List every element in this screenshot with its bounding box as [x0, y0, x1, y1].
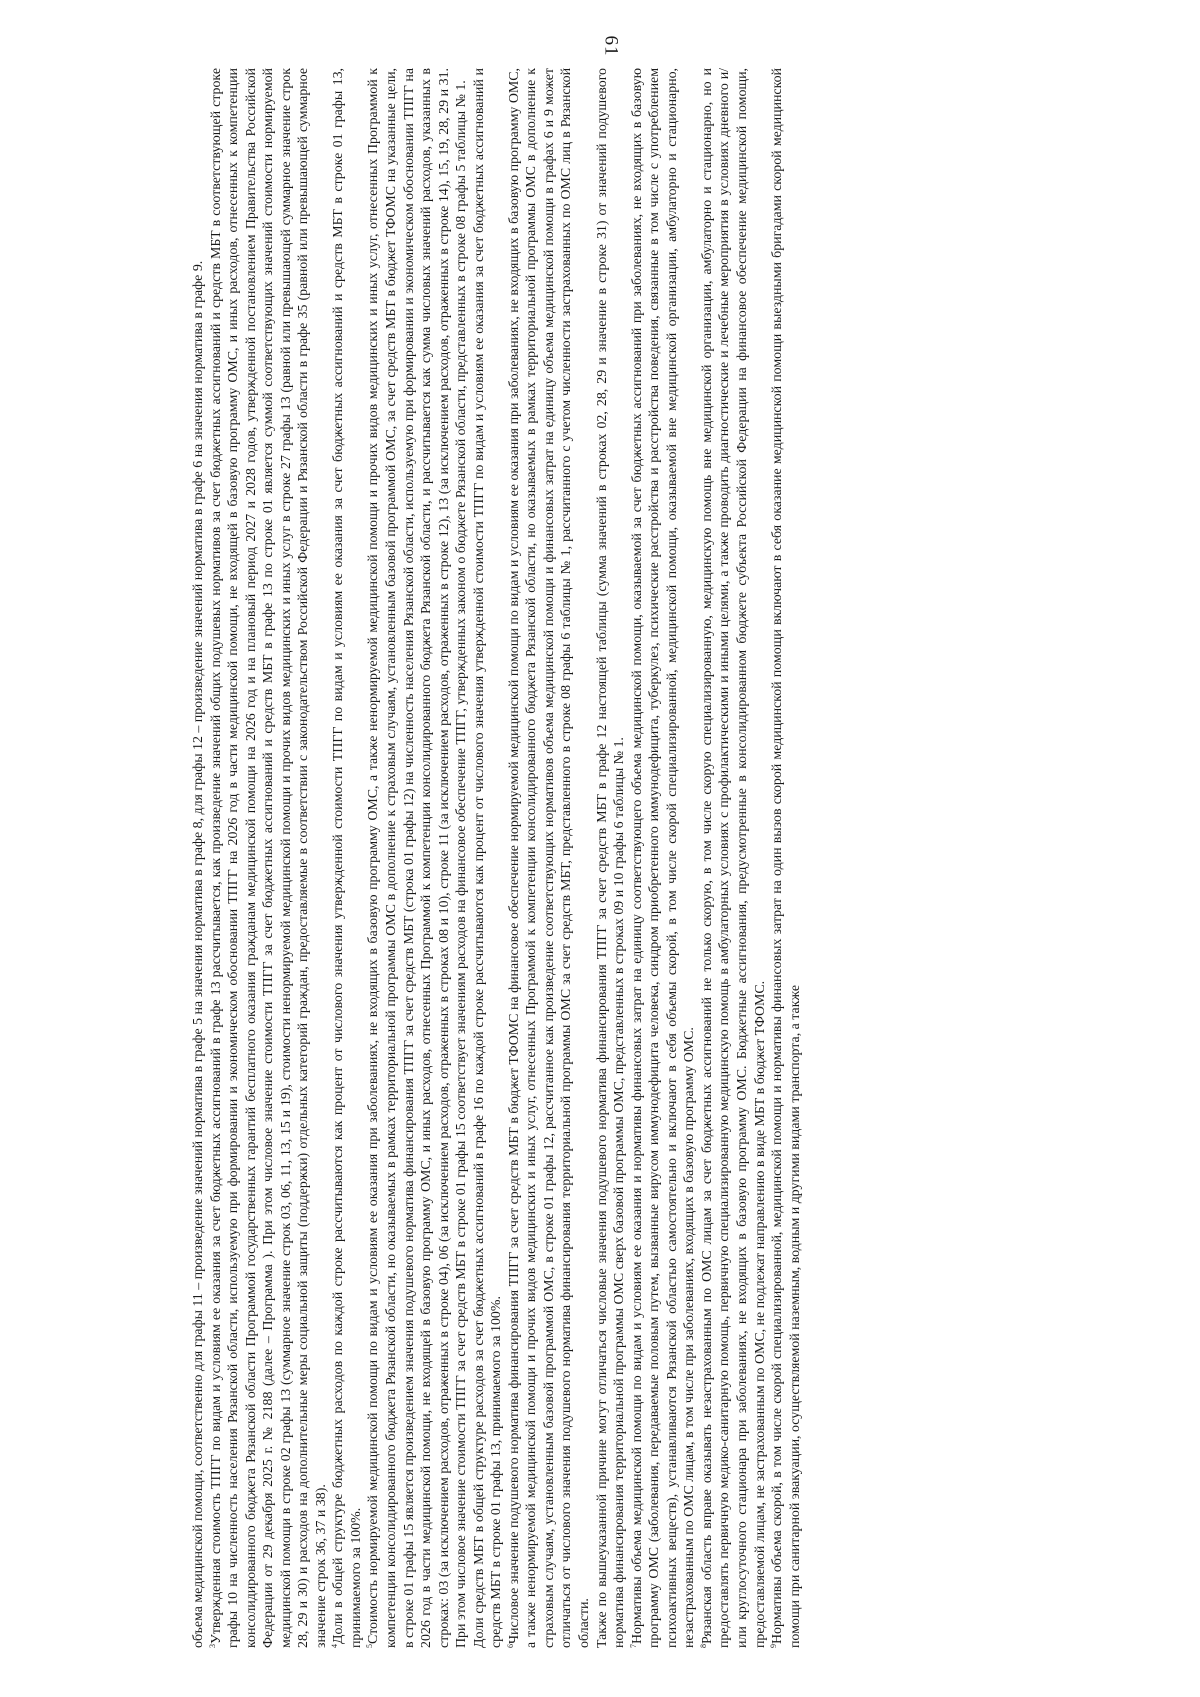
paragraph — [330, 68, 365, 1648]
paragraph-text: Числовое значение подушевого норматива финансирования ТПГГ за счет средств МБТ в бюджет ТФОМС на финансовое обеспечение нормируемой медицинской помощи по видам и условиям ее оказания при заболеваниях, не входящих в базовую программу ОМС, а также ненормируемой медицинской помощи и прочих видов медицинских и иных услуг, отнесенных Программой к компетенции консолидированного бюджета Рязанской области, но оказываемых в рамках территориальной программы ОМС в дополнение к страховым случаям, установленным базовой программой ОМС, в строке 01 графы 12, рассчитанное как произведение соответствующих нормативов объема медицинской помощи и финансовых затрат на единицу объема медицинской помощи в графах 6 и 9 может отличаться от числового значения подушевого норматива финансирования территориальной программы ОМС за счет средств МБТ, представленного в строке 08 графы 6 таблицы № 1, рассчитанного с учетом численности застрахованных по ОМС лиц в Рязанской области. — [506, 68, 593, 1648]
footnote-marker: 5 — [365, 1644, 375, 1648]
footnote-marker: 4 — [330, 1644, 340, 1648]
document-body — [190, 68, 1090, 1648]
paragraph-text: Также по вышеуказанной причине могут отличаться числовые значения подушевого норматива финансирования ТПГГ за счет средств МБТ в графе 12 настоящей таблицы (сумма значений в строках 02, 28, 29 и значение в строке 31) от значений подушевого норматива финансирования территориальной программы ОМС сверх базовой программы ОМС, представленных в строках 09 и 10 графы 6 таблицы № 1. — [594, 68, 628, 1648]
paragraph-text: Нормативы объема медицинской помощи по видам и условиям ее оказания и нормативы финансовых затрат на единицу соответствующего объема медицинской помощи, оказываемой за счет бюджетных ассигнований при заболеваниях, не входящих в базовую программу ОМС (заболевания, передаваемые половым путем, вызванные вирусом иммунодефицита человека, синдром приобретенного иммунодефицита, туберкулез, психические расстройства и расстройства поведения, связанные в том числе с употреблением психоактивных веществ), устанавливаются Рязанской областью самостоятельно и включают в себя объемы скорой, в том числе скорой специализированной, медицинской помощи, оказываемой вне медицинской организации, амбулаторно и стационарно, незастрахованным по ОМС лицам, в том числе при заболеваниях, входящих в базовую программу ОМС. — [629, 68, 698, 1648]
page-number: 61 — [600, 35, 622, 57]
paragraph-text: Стоимость нормируемой медицинской помощи по видам и условиям ее оказания при заболеваниях, не входящих в базовую программу ОМС, а также ненормируемой медицинской помощи и прочих видов медицинских и иных услуг, отнесенных Программой к компетенции консолидированного бюджета Рязанской области, но оказываемых в рамках территориальной программы ОМС в дополнение к страховым случаям, установленным базовой программой ОМС, за счет средств МБТ в бюджет ТФОМС на указанные цели, в строке 01 графы 15 является произведением значения подушевого норматива финансирования ТПГГ за счет средств МБТ (строка 01 графы 12) на численность населения Рязанской области, используемую при формировании и экономическом обосновании ТПГГ на 2026 год в части медицинской помощи, не входящей в базовую программу ОМС, и иных расходов, отнесенных Программой к компетенции консолидированного бюджета Рязанской области, и рассчитывается как сумма числовых значений расходов, указанных в строках: 03 (за исключением расходов, отраженных в строке 04), 06 (за исключением расходов, отраженных в строках 08 и 10), строке 11 (за исключением расходов, отраженных в строке 12), 13 (за исключением расходов, отраженных в строке 14), 15, 19, 28, 29 и 31. При этом числовое значение стоимости ТПГГ за счет средств МБТ в строке 01 графы 15 соответствует значениям расходов на финансовое обеспечение ТПГГ, утвержденных законом о бюджете Рязанской области, представленных в строке 08 графы 5 таблицы № 1. — [366, 68, 470, 1648]
footnote-marker: 7 — [628, 1644, 638, 1648]
footnote-marker: 8 — [698, 1644, 708, 1648]
paragraph — [699, 68, 769, 1648]
footnote-marker: 9 — [769, 1644, 779, 1648]
paragraph-text: Рязанская область вправе оказывать незастрахованным по ОМС лицам за счет бюджетных ассигнований не только скорую, в том числе скорую специализированную, медицинскую помощь вне медицинской организации, амбулаторно и стационарно, но и предоставлять первичную медико-санитарную помощь, первичную специализированную медицинскую помощь в амбулаторных условиях с профилактическими и иными целями, а также проводить диагностические и лечебные мероприятия в условиях дневного и/или круглосуточного стационара при заболеваниях, не входящих в базовую программу ОМС. Бюджетные ассигнования, предусмотренные в консолидированном бюджете субъекта Российской Федерации на финансовое обеспечение медицинской помощи, предоставляемой лицам, не застрахованным по ОМС, не подлежат направлению в виде МБТ в бюджет ТФОМС. — [699, 68, 768, 1648]
paragraph — [365, 68, 470, 1648]
paragraph — [471, 68, 506, 1648]
footnote-marker: 6 — [505, 1644, 515, 1648]
paragraph — [190, 68, 208, 1648]
paragraph — [594, 68, 629, 1648]
paragraph-text: Нормативы объема скорой, в том числе скорой специализированной, медицинской помощи и нормативы финансовых затрат на один вызов скорой медицинской помощи включают в себя оказание медицинской помощи выездными бригадами скорой медицинской помощи при санитарной эвакуации, осуществляемой наземным, водным и другими видами транспорта, а также — [770, 68, 803, 1648]
paragraph — [506, 68, 594, 1648]
paragraph — [208, 68, 331, 1648]
paragraph — [629, 68, 699, 1648]
paragraph-text: Доли в общей структуре бюджетных расходов по каждой строке рассчитываются как процент от числового значения утвержденной стоимости ТПГГ по видам и условиям ее оказания за счет бюджетных ассигнований и средств МБТ в строке 01 графы 13, принимаемого за 100%. — [331, 68, 364, 1648]
paragraph-text: Доли средств МБТ в общей структуре расходов за счет бюджетных ассигнований в графе 16 по каждой строке рассчитываются как процент от числового значения утвержденной стоимости ТПГГ по видам и условиям ее оказания за счет бюджетных ассигнований и средств МБТ в строке 01 графы 13, принимаемого за 100%. — [471, 68, 505, 1648]
footnote-marker: 3 — [207, 1644, 217, 1648]
paragraph-text: объема медицинской помощи, соответственно для графы 11 – произведение значений норматива в графе 5 на значения норматива в графе 8, для графы 12 – произведение значений норматива в графе 6 на значения норматива в графе 9. — [191, 260, 206, 1648]
paragraph-text: Утвержденная стоимость ТПГГ по видам и условиям ее оказания за счет бюджетных ассигнований в графе 13 рассчитывается, как произведение значений общих подушевых нормативов за счет бюджетных ассигнований и средств МБТ в соответствующей строке графы 10 на численность населения Рязанской области, используемую при формировании и экономическом обосновании ТПГГ на 2026 год в части медицинской помощи, не входящей в базовую программу ОМС, и иных расходов, отнесенных к компетенции консолидированного бюджета Рязанской области Программой государственных гарантий бесплатного оказания гражданам медицинской помощи на 2026 год и на плановый период 2027 и 2028 годов, утвержденной постановлением Правительства Российской Федерации от 29 декабря 2025 г. № 2188 (далее – Программа ). При этом числовое значение стоимости ТПГГ за счет бюджетных ассигнований и средств МБТ в графе 13 по строке 01 является суммой соответствующих значений стоимости нормируемой медицинской помощи в строке 02 графы 13 (суммарное значение строк 03, 06, 11, 13, 15 и 19), стоимости ненормируемой медицинской помощи и прочих видов медицинских и иных услуг в строке 27 графы 13 (равной или превышающей суммарное значение строк 28, 29 и 30) и расходов на дополнительные меры социальной защиты (поддержки) отдельных категорий граждан, предоставляемые в соответствии с законодательством Российской Федерации и Рязанской области в графе 35 (равной или превышающей суммарное значение строк 36, 37 и 38). — [208, 68, 329, 1648]
paragraph — [769, 68, 804, 1648]
